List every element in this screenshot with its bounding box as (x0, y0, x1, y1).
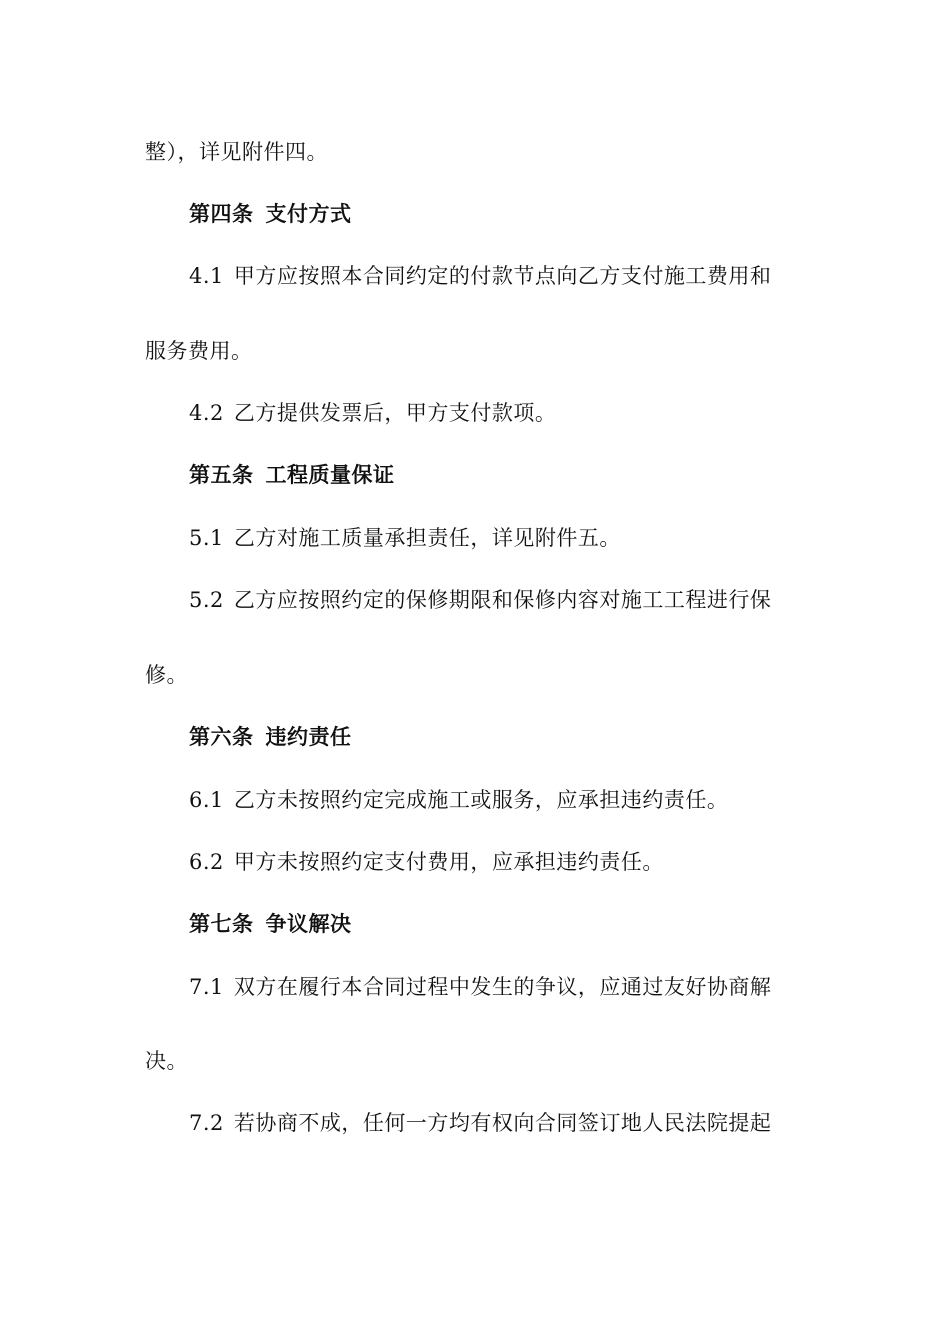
clause-text: 甲方应按照本合同约定的付款节点向乙方支付施工费用和 (233, 264, 772, 288)
clause-number: 5.2 (189, 588, 224, 612)
clause-text: 甲方未按照约定支付费用，应承担违约责任。 (233, 850, 664, 874)
clause-6-1 (0, 785, 950, 815)
clause-number: 5.1 (189, 526, 224, 550)
article-6-heading (0, 722, 950, 752)
clause-5-2-continuation (0, 660, 950, 690)
clause-text: 服务费用。 (145, 339, 253, 363)
clause-5-1 (0, 523, 950, 553)
paragraph-continuation (0, 137, 950, 167)
clause-text: 双方在履行本合同过程中发生的争议，应通过友好协商解 (233, 975, 772, 999)
article-5-heading (0, 460, 950, 490)
clause-text: 乙方提供发票后，甲方支付款项。 (233, 401, 557, 425)
clause-text: 若协商不成，任何一方均有权向合同签订地人民法院提起 (233, 1111, 772, 1135)
article-4-heading (0, 199, 950, 229)
clause-text: 乙方未按照约定完成施工或服务，应承担违约责任。 (233, 788, 729, 812)
article-label: 第五条 (189, 463, 254, 487)
article-7-heading (0, 909, 950, 939)
clause-text: 决。 (145, 1049, 188, 1073)
clause-number: 6.2 (189, 850, 224, 874)
clause-4-1-continuation (0, 336, 950, 366)
article-title: 违约责任 (265, 725, 352, 749)
clause-number: 7.2 (189, 1111, 224, 1135)
clause-4-2 (0, 398, 950, 428)
clause-number: 4.2 (189, 401, 224, 425)
clause-7-1 (0, 972, 950, 1002)
clause-5-2 (0, 585, 950, 615)
clause-text: 修。 (145, 663, 188, 687)
clause-text: 乙方应按照约定的保修期限和保修内容对施工工程进行保 (233, 588, 772, 612)
article-label: 第四条 (189, 202, 254, 226)
paragraph-text: 整），详见附件四。 (145, 140, 328, 164)
clause-4-1 (0, 261, 950, 291)
clause-number: 4.1 (189, 264, 224, 288)
clause-7-1-continuation (0, 1046, 950, 1076)
article-title: 争议解决 (265, 912, 352, 936)
article-title: 支付方式 (265, 202, 352, 226)
clause-6-2 (0, 847, 950, 877)
clause-number: 6.1 (189, 788, 224, 812)
article-title: 工程质量保证 (265, 463, 395, 487)
clause-number: 7.1 (189, 975, 224, 999)
article-label: 第六条 (189, 725, 254, 749)
clause-7-2 (0, 1108, 950, 1138)
clause-text: 乙方对施工质量承担责任，详见附件五。 (233, 526, 621, 550)
article-label: 第七条 (189, 912, 254, 936)
